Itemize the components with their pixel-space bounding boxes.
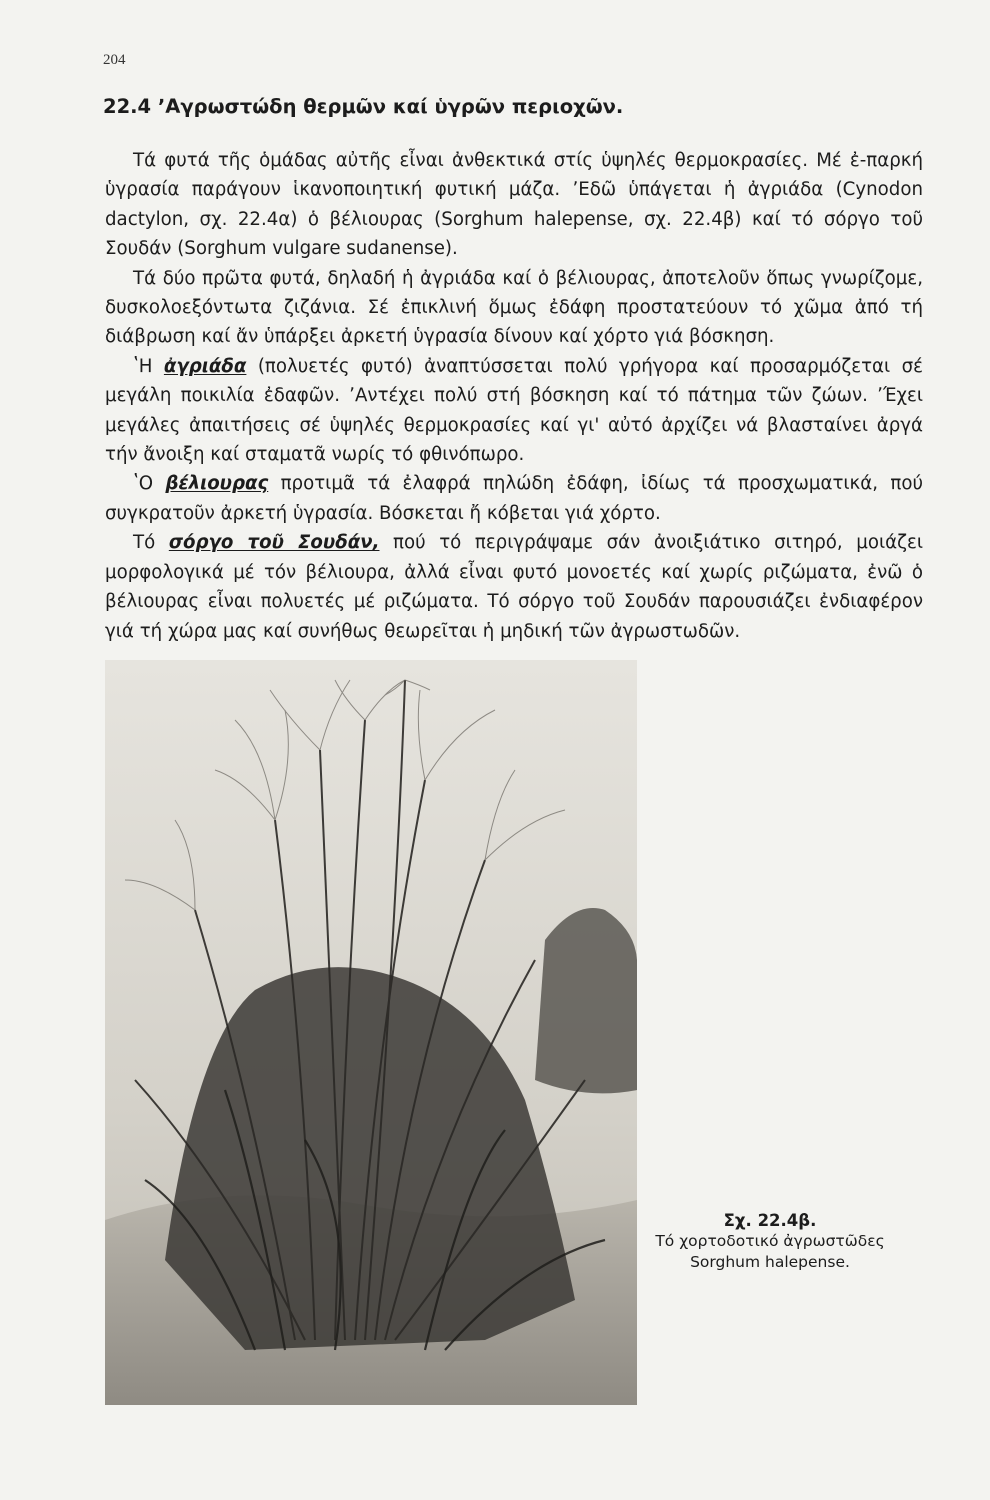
caption-line: Τό χορτοδοτικό ἀγρωστῶδες: [655, 1232, 885, 1250]
paragraph-rest: πού τό περιγράψαμε σάν ἀνοιξιάτικο σιτηρό, μοιάζει μορφολογικά μέ τόν βέλιουρα, ἀλλά εἶναι φυτό μονοετές καί χωρίς ριζώματα, ἐνῶ ὁ βέλιουρας εἶναι πολυετές μέ ριζώματα. Τό σόργο τοῦ Σουδάν παρουσιάζει ἐνδιαφέρον γιά τή χώρα μας καί συνήθως θεωρεῖται ἡ μηδική τῶν ἀγρωστωδῶν.: [105, 532, 923, 642]
paragraph-rest: (πολυετές φυτό) ἀναπτύσσεται πολύ γρήγορα καί προσαρμόζεται σέ μεγάλη ποικιλία ἐδαφῶν. ʼΑντέχει πολύ στή βόσκηση καί τό πάτημα τῶν ζώων. ʼΈχει μεγάλες ἀπαιτήσεις σέ ὑψηλές θερμοκρασίες καί γι' αὐτό ἀρχίζει νά βλασταίνει ἀργά τήν ἄνοιξη καί σταματᾶ νωρίς τό φθινόπωρο.: [105, 355, 923, 466]
page-number: 204: [103, 52, 126, 68]
paragraph: [105, 528, 923, 646]
section-heading: 22.4 ʼΑγρωστώδη θερμῶν καί ὑγρῶν περιοχῶν.: [103, 95, 624, 118]
paragraph-lead: ʽΟ: [133, 473, 166, 495]
plant-term: σόργο τοῦ Σουδάν,: [168, 532, 380, 554]
paragraph-lead: ʽΗ: [133, 355, 164, 377]
paragraph-rest: προτιμᾶ τά ἐλαφρά πηλώδη ἐδάφη, ἰδίως τά προσχωματικά, πού συγκρατοῦν ἀρκετή ὑγρασία. Βόσκεται ἤ κόβεται γιά χόρτο.: [105, 473, 923, 524]
figure-label: Σχ. 22.4β.: [723, 1211, 817, 1230]
plant-term: βέλιουρας: [165, 473, 269, 495]
body-text: [105, 146, 923, 646]
paragraph: [105, 352, 923, 470]
sorghum-photo-illustration: [105, 660, 637, 1405]
grass-photo: [105, 660, 637, 1405]
paragraph: [105, 469, 923, 528]
paragraph-lead: Τό: [133, 532, 169, 554]
plant-term: ἀγριάδα: [163, 355, 247, 377]
figure-caption: [650, 1210, 890, 1273]
paragraph: Τά δύο πρῶτα φυτά, δηλαδή ἡ ἀγριάδα καί ὁ βέλιουρας, ἀποτελοῦν ὅπως γνωρίζομε, δυσκολοεξόντωτα ζιζάνια. Σέ ἐπικλινή ὅμως ἐδάφη προστατεύουν τό χῶμα ἀπό τή διάβρωση καί ἄν ὑπάρξει ἀρκετή ὑγρασία δίνουν καί χόρτο γιά βόσκηση.: [105, 267, 923, 348]
caption-line: Sorghum halepense.: [690, 1253, 850, 1271]
paragraph: Τά φυτά τῆς ὁμάδας αὐτῆς εἶναι ἀνθεκτικά στίς ὑψηλές θερμοκρασίες. Μέ ἐ-παρκή ὑγρασία παράγουν ἱκανοποιητική φυτική μάζα. ʼΕδῶ ὑπάγεται ἡ ἀγριάδα (Cynodon dactylon, σχ. 22.4α) ὁ βέλιουρας (Sorghum halepense, σχ. 22.4β) καί τό σόργο τοῦ Σουδάν (Sorghum vulgare sudanense).: [105, 150, 923, 260]
